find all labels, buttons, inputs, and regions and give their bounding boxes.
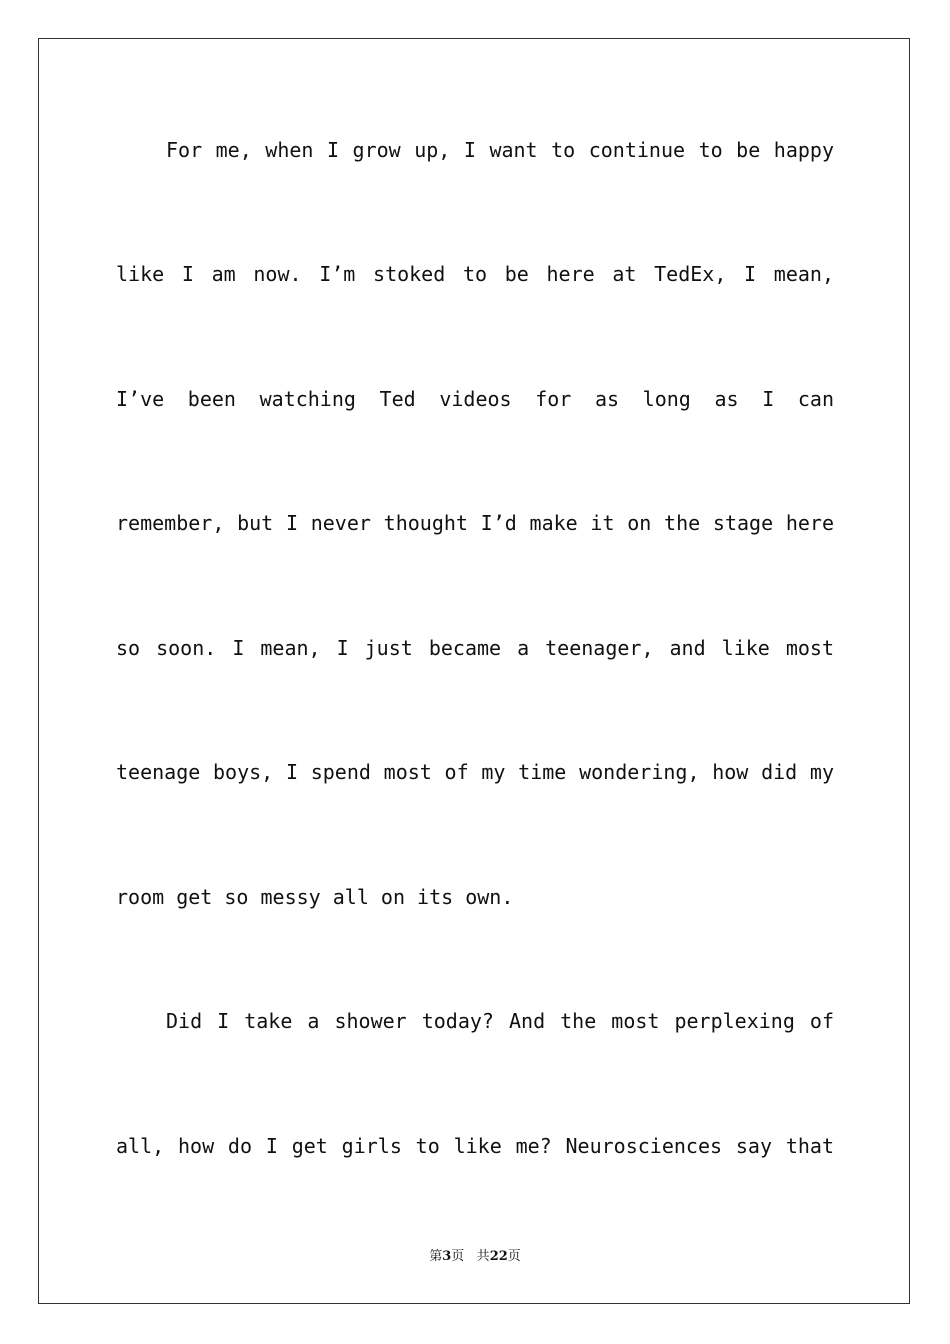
text-line-9: all, how do I get girls to like me? Neurosciences say that <box>116 1134 834 1158</box>
page-number: 3 <box>442 1249 452 1264</box>
text-line-6: teenage boys, I spend most of my time wondering, how did my <box>116 760 834 784</box>
text-line-4: remember, but I never thought I’d make it on the stage here <box>116 511 834 535</box>
footer-prefix: 第 <box>429 1249 443 1264</box>
text-line-2: like I am now. I’m stoked to be here at TedEx, I mean, <box>116 262 834 286</box>
text-line-1: For me, when I grow up, I want to continue to be happy <box>166 138 834 162</box>
footer-total-suffix: 页 <box>507 1249 521 1264</box>
page-footer <box>0 1248 950 1266</box>
footer-page-suffix: 页 <box>451 1249 465 1264</box>
total-pages: 22 <box>489 1249 508 1264</box>
text-line-3: I’ve been watching Ted videos for as long as I can <box>116 387 834 411</box>
footer-total-prefix: 共 <box>476 1249 490 1264</box>
text-line-8: Did I take a shower today? And the most perplexing of <box>166 1009 834 1033</box>
text-line-5: so soon. I mean, I just became a teenager, and like most <box>116 636 834 660</box>
page-border <box>38 38 910 1304</box>
text-line-7: room get so messy all on its own. <box>116 885 514 909</box>
